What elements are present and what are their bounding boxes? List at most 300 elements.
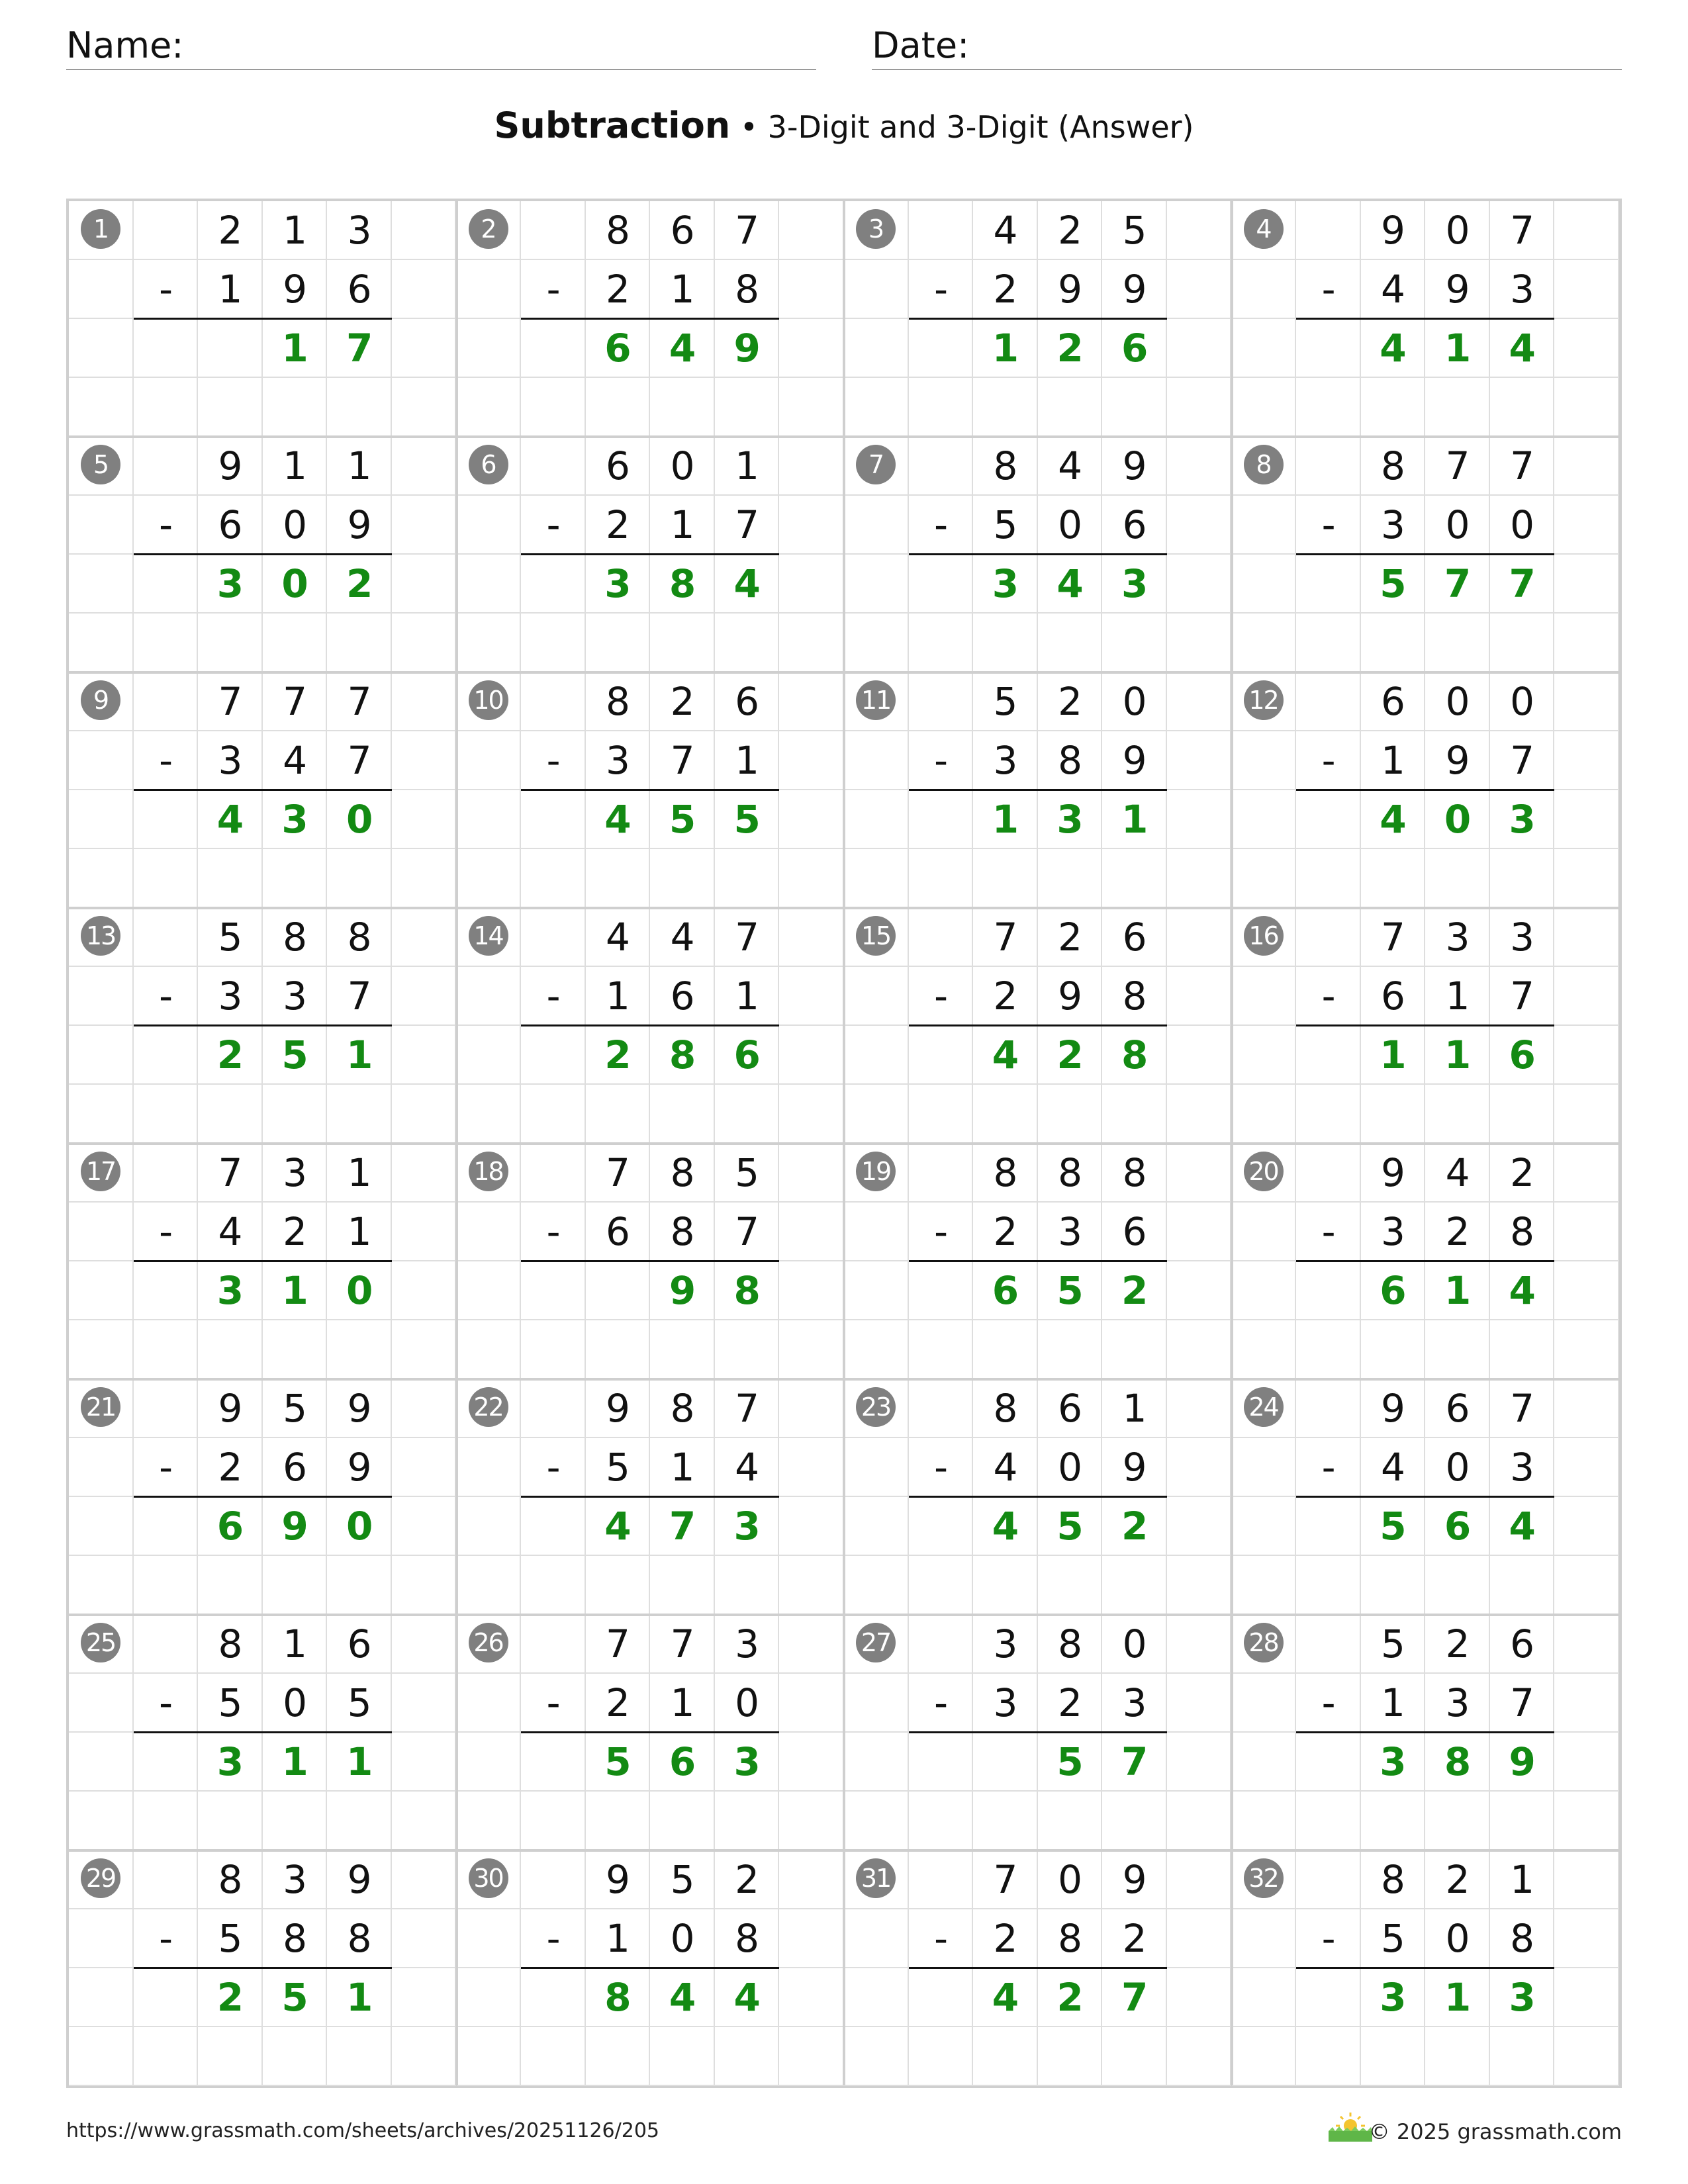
subtrahend-digit: 0: [1445, 502, 1470, 547]
minus-sign: -: [1321, 1916, 1336, 1961]
problem-number-badge: 4: [1244, 209, 1284, 249]
subtrahend-digit: 2: [993, 1209, 1018, 1254]
answer-digit: 6: [1380, 1268, 1407, 1313]
subtrahend-digit: 6: [218, 502, 243, 547]
answer-digit: 0: [346, 1268, 373, 1313]
problem-number-badge: 22: [469, 1387, 508, 1427]
minuend-digit: 8: [605, 208, 630, 253]
answer-digit: 2: [1121, 1268, 1149, 1313]
subtrahend-digit: 2: [993, 1916, 1018, 1961]
minuend-digit: 3: [347, 208, 372, 253]
subtrahend-digit: 0: [283, 502, 307, 547]
minuend-digit: 9: [605, 1857, 630, 1902]
minuend-digit: 6: [1380, 679, 1405, 724]
problem-7: [844, 437, 1232, 672]
problem-number-badge: 15: [856, 916, 896, 956]
minuend-digit: 2: [670, 679, 695, 724]
subtrahend-digit: 8: [1510, 1916, 1535, 1961]
subtrahend-digit: 3: [218, 974, 243, 1019]
subtrahend-digit: 2: [605, 1680, 630, 1725]
minus-sign: -: [1321, 1445, 1336, 1490]
answer-digit: 2: [216, 1975, 244, 2020]
problem-17: [69, 1144, 457, 1379]
minus-sign: -: [159, 267, 173, 312]
answer-digit: 4: [669, 1975, 696, 2020]
subtrahend-digit: 2: [605, 502, 630, 547]
problem-29: [69, 1850, 457, 2086]
minuend-digit: 6: [1122, 915, 1147, 960]
subtrahend-digit: 4: [283, 738, 307, 783]
minuend-digit: 6: [605, 443, 630, 488]
subtrahend-digit: 3: [1380, 502, 1405, 547]
subtrahend-digit: 6: [605, 1209, 630, 1254]
subtrahend-digit: 3: [1510, 1445, 1535, 1490]
minuend-digit: 7: [1510, 208, 1535, 253]
subtrahend-digit: 0: [283, 1680, 307, 1725]
minuend-digit: 9: [347, 1386, 372, 1431]
minuend-digit: 9: [1380, 1386, 1405, 1431]
minuend-digit: 7: [605, 1621, 630, 1666]
answer-digit: 7: [1509, 561, 1536, 606]
problem-number-badge: 13: [81, 916, 120, 956]
minus-sign: -: [546, 1680, 561, 1725]
answer-digit: 1: [1444, 1268, 1472, 1313]
answer-digit: 0: [281, 561, 308, 606]
subtrahend-digit: 7: [670, 738, 695, 783]
minuend-digit: 1: [1510, 1857, 1535, 1902]
answer-digit: 4: [669, 326, 696, 371]
problem-number-badge: 30: [469, 1858, 508, 1898]
problem-5: [69, 437, 457, 672]
answer-digit: 2: [604, 1032, 632, 1077]
problem-32: [1232, 1850, 1620, 2086]
problem-3: [844, 201, 1232, 437]
subtrahend-digit: 1: [670, 1445, 695, 1490]
problem-number-badge: 7: [856, 445, 896, 484]
minuend-digit: 5: [1122, 208, 1147, 253]
problem-number-badge: 21: [81, 1387, 120, 1427]
minuend-digit: 5: [670, 1857, 695, 1902]
minus-sign: -: [934, 1916, 949, 1961]
problem-15: [844, 908, 1232, 1144]
subtrahend-digit: 8: [1510, 1209, 1535, 1254]
minus-sign: -: [934, 1445, 949, 1490]
problem-25: [69, 1615, 457, 1850]
minuend-digit: 2: [1058, 915, 1082, 960]
subtrahend-digit: 3: [1380, 1209, 1405, 1254]
subtrahend-digit: 9: [347, 1445, 372, 1490]
answer-digit: 1: [1444, 1032, 1472, 1077]
minuend-digit: 3: [283, 1150, 307, 1195]
problem-30: [457, 1850, 845, 2086]
problem-20: [1232, 1144, 1620, 1379]
minuend-digit: 2: [218, 208, 243, 253]
subtrahend-digit: 5: [218, 1680, 243, 1725]
answer-digit: 3: [216, 1268, 244, 1313]
answer-digit: 4: [1380, 326, 1407, 371]
minuend-digit: 3: [1445, 915, 1470, 960]
answer-digit: 4: [604, 1504, 632, 1549]
answer-digit: 2: [216, 1032, 244, 1077]
minuend-digit: 4: [670, 915, 695, 960]
subtrahend-digit: 9: [1058, 974, 1082, 1019]
subtrahend-digit: 1: [735, 974, 760, 1019]
answer-digit: 6: [733, 1032, 761, 1077]
problem-27: [844, 1615, 1232, 1850]
answer-digit: 5: [604, 1739, 632, 1784]
answer-digit: 1: [346, 1975, 373, 2020]
answer-digit: 5: [733, 797, 761, 842]
subtrahend-digit: 6: [347, 267, 372, 312]
subtrahend-digit: 9: [1122, 267, 1147, 312]
minuend-digit: 1: [283, 208, 307, 253]
minuend-digit: 7: [735, 1386, 760, 1431]
problem-number-badge: 20: [1244, 1152, 1284, 1191]
minuend-digit: 6: [347, 1621, 372, 1666]
problem-19: [844, 1144, 1232, 1379]
subtrahend-digit: 1: [218, 267, 243, 312]
minus-sign: -: [546, 502, 561, 547]
subtrahend-digit: 3: [605, 738, 630, 783]
answer-digit: 8: [669, 1032, 696, 1077]
subtrahend-digit: 2: [283, 1209, 307, 1254]
subtrahend-digit: 1: [605, 1916, 630, 1961]
name-label: Name:: [66, 24, 184, 66]
minuend-digit: 7: [993, 915, 1018, 960]
problem-10: [457, 672, 845, 908]
subtrahend-digit: 2: [218, 1445, 243, 1490]
minus-sign: -: [159, 1445, 173, 1490]
answer-digit: 1: [346, 1739, 373, 1784]
minus-sign: -: [934, 1680, 949, 1725]
problem-9: [69, 672, 457, 908]
subtrahend-digit: 2: [1058, 1680, 1082, 1725]
problem-number-badge: 17: [81, 1152, 120, 1191]
subtrahend-digit: 3: [993, 738, 1018, 783]
answer-digit: 2: [1056, 1032, 1084, 1077]
subtrahend-digit: 0: [1058, 1445, 1082, 1490]
minuend-digit: 4: [605, 915, 630, 960]
minuend-digit: 6: [1058, 1386, 1082, 1431]
answer-digit: 0: [346, 797, 373, 842]
problem-24: [1232, 1379, 1620, 1615]
answer-digit: 6: [1121, 326, 1149, 371]
subtrahend-digit: 8: [670, 1209, 695, 1254]
subtrahend-digit: 5: [218, 1916, 243, 1961]
answer-digit: 2: [1056, 1975, 1084, 2020]
problem-11: [844, 672, 1232, 908]
answer-digit: 9: [281, 1504, 308, 1549]
subtrahend-digit: 3: [993, 1680, 1018, 1725]
minus-sign: -: [159, 502, 173, 547]
answer-digit: 9: [1509, 1739, 1536, 1784]
problem-28: [1232, 1615, 1620, 1850]
subtrahend-digit: 8: [1058, 1916, 1082, 1961]
minus-sign: -: [159, 1680, 173, 1725]
answer-digit: 8: [1121, 1032, 1149, 1077]
answer-digit: 5: [1056, 1268, 1084, 1313]
minus-sign: -: [934, 267, 949, 312]
answer-digit: 4: [1509, 1504, 1536, 1549]
minus-sign: -: [1321, 267, 1336, 312]
date-field[interactable]: [872, 25, 1622, 70]
minuend-digit: 8: [1380, 1857, 1405, 1902]
subtrahend-digit: 8: [735, 1916, 760, 1961]
minus-sign: -: [1321, 738, 1336, 783]
subtrahend-digit: 9: [1122, 1445, 1147, 1490]
minuend-digit: 1: [283, 443, 307, 488]
answer-digit: 6: [1509, 1032, 1536, 1077]
minus-sign: -: [546, 1445, 561, 1490]
answer-digit: 3: [1380, 1739, 1407, 1784]
answer-digit: 3: [1121, 561, 1149, 606]
answer-digit: 4: [992, 1032, 1019, 1077]
minuend-digit: 5: [993, 679, 1018, 724]
minuend-digit: 7: [1510, 443, 1535, 488]
answer-digit: 4: [216, 797, 244, 842]
problem-number-badge: 2: [469, 209, 508, 249]
subtrahend-digit: 3: [1510, 267, 1535, 312]
answer-digit: 4: [992, 1504, 1019, 1549]
answer-digit: 3: [604, 561, 632, 606]
minuend-digit: 0: [1122, 1621, 1147, 1666]
minuend-digit: 0: [670, 443, 695, 488]
subtrahend-digit: 7: [735, 1209, 760, 1254]
answer-digit: 4: [1509, 326, 1536, 371]
subtrahend-digit: 1: [670, 1680, 695, 1725]
answer-digit: 5: [1380, 1504, 1407, 1549]
minus-sign: -: [1321, 974, 1336, 1019]
minus-sign: -: [159, 1209, 173, 1254]
minuend-digit: 5: [1380, 1621, 1405, 1666]
answer-digit: 1: [281, 1268, 308, 1313]
problem-31: [844, 1850, 1232, 2086]
minuend-digit: 2: [1058, 208, 1082, 253]
minuend-digit: 1: [347, 1150, 372, 1195]
answer-digit: 4: [1509, 1268, 1536, 1313]
minus-sign: -: [159, 1916, 173, 1961]
problem-number-badge: 11: [856, 680, 896, 720]
minuend-digit: 8: [993, 443, 1018, 488]
subtrahend-digit: 0: [1510, 502, 1535, 547]
minuend-digit: 8: [218, 1621, 243, 1666]
problem-number-badge: 5: [81, 445, 120, 484]
answer-digit: 1: [1121, 797, 1149, 842]
problem-22: [457, 1379, 845, 1615]
answer-digit: 2: [1121, 1504, 1149, 1549]
date-label: Date:: [872, 24, 970, 66]
answer-digit: 0: [1444, 797, 1472, 842]
answer-digit: 9: [669, 1268, 696, 1313]
minus-sign: -: [546, 1209, 561, 1254]
answer-digit: 5: [281, 1032, 308, 1077]
problem-1: [69, 201, 457, 437]
subtrahend-digit: 4: [735, 1445, 760, 1490]
answer-digit: 5: [281, 1975, 308, 2020]
minus-sign: -: [546, 738, 561, 783]
subtrahend-digit: 4: [993, 1445, 1018, 1490]
subtrahend-digit: 2: [1122, 1916, 1147, 1961]
subtrahend-digit: 7: [1510, 738, 1535, 783]
minuend-digit: 6: [670, 208, 695, 253]
minuend-digit: 1: [283, 1621, 307, 1666]
answer-digit: 4: [604, 797, 632, 842]
minuend-digit: 0: [1510, 679, 1535, 724]
minuend-digit: 3: [735, 1621, 760, 1666]
minuend-digit: 8: [283, 915, 307, 960]
minuend-digit: 9: [1122, 1857, 1147, 1902]
subtrahend-digit: 1: [735, 738, 760, 783]
problem-26: [457, 1615, 845, 1850]
minuend-digit: 7: [1380, 915, 1405, 960]
subtrahend-digit: 9: [1122, 738, 1147, 783]
answer-digit: 3: [216, 561, 244, 606]
problem-number-badge: 3: [856, 209, 896, 249]
subtrahend-digit: 8: [283, 1916, 307, 1961]
answer-digit: 3: [733, 1739, 761, 1784]
answer-digit: 5: [669, 797, 696, 842]
answer-digit: 1: [281, 326, 308, 371]
problem-21: [69, 1379, 457, 1615]
answer-digit: 1: [346, 1032, 373, 1077]
answer-digit: 8: [733, 1268, 761, 1313]
answer-digit: 4: [733, 561, 761, 606]
subtrahend-digit: 8: [1122, 974, 1147, 1019]
minuend-digit: 8: [670, 1386, 695, 1431]
subtrahend-digit: 4: [1380, 1445, 1405, 1490]
answer-digit: 6: [992, 1268, 1019, 1313]
answer-digit: 8: [669, 561, 696, 606]
minuend-digit: 8: [1122, 1150, 1147, 1195]
subtrahend-digit: 2: [1445, 1209, 1470, 1254]
minuend-digit: 1: [735, 443, 760, 488]
problem-number-badge: 27: [856, 1623, 896, 1662]
minus-sign: -: [546, 267, 561, 312]
problem-number-badge: 9: [81, 680, 120, 720]
problem-16: [1232, 908, 1620, 1144]
minuend-digit: 2: [1058, 679, 1082, 724]
problem-number-badge: 26: [469, 1623, 508, 1662]
answer-digit: 7: [669, 1504, 696, 1549]
answer-digit: 6: [1444, 1504, 1472, 1549]
answer-digit: 9: [733, 326, 761, 371]
answer-digit: 7: [346, 326, 373, 371]
answer-digit: 1: [1444, 326, 1472, 371]
minuend-digit: 1: [347, 443, 372, 488]
minuend-digit: 7: [283, 679, 307, 724]
answer-digit: 1: [992, 797, 1019, 842]
subtrahend-digit: 2: [993, 267, 1018, 312]
minuend-digit: 8: [605, 679, 630, 724]
subtrahend-digit: 9: [1445, 267, 1470, 312]
minus-sign: -: [546, 974, 561, 1019]
minuend-digit: 9: [347, 1857, 372, 1902]
problem-number-badge: 32: [1244, 1858, 1284, 1898]
minuend-digit: 2: [735, 1857, 760, 1902]
answer-digit: 3: [1380, 1975, 1407, 2020]
minuend-digit: 8: [1058, 1150, 1082, 1195]
subtrahend-digit: 0: [1445, 1445, 1470, 1490]
problem-number-badge: 19: [856, 1152, 896, 1191]
problem-14: [457, 908, 845, 1144]
subtrahend-digit: 7: [1510, 974, 1535, 1019]
answer-digit: 7: [1121, 1975, 1149, 2020]
footer-copyright: © 2025 grassmath.com: [1368, 2119, 1622, 2144]
grass-sun-logo-icon: [1327, 2110, 1374, 2143]
minuend-digit: 7: [347, 679, 372, 724]
answer-digit: 3: [733, 1504, 761, 1549]
problem-number-badge: 10: [469, 680, 508, 720]
subtrahend-digit: 0: [735, 1680, 760, 1725]
minuend-digit: 5: [218, 915, 243, 960]
answer-digit: 1: [281, 1739, 308, 1784]
minuend-digit: 1: [1122, 1386, 1147, 1431]
subtrahend-digit: 6: [670, 974, 695, 1019]
subtrahend-digit: 1: [1445, 974, 1470, 1019]
minuend-digit: 8: [347, 915, 372, 960]
subtrahend-digit: 4: [218, 1209, 243, 1254]
subtrahend-digit: 1: [670, 267, 695, 312]
answer-digit: 2: [346, 561, 373, 606]
problem-number-badge: 14: [469, 916, 508, 956]
answer-digit: 6: [604, 326, 632, 371]
minuend-digit: 0: [1122, 679, 1147, 724]
minuend-digit: 9: [218, 443, 243, 488]
answer-digit: 4: [1380, 797, 1407, 842]
problem-23: [844, 1379, 1232, 1615]
minuend-digit: 8: [670, 1150, 695, 1195]
minuend-digit: 7: [218, 1150, 243, 1195]
problem-2: [457, 201, 845, 437]
minuend-digit: 7: [1445, 443, 1470, 488]
minuend-digit: 2: [1510, 1150, 1535, 1195]
problem-number-badge: 8: [1244, 445, 1284, 484]
answer-digit: 0: [346, 1504, 373, 1549]
answer-digit: 1: [1444, 1975, 1472, 2020]
minuend-digit: 7: [735, 915, 760, 960]
subtrahend-digit: 8: [735, 267, 760, 312]
subtrahend-digit: 1: [670, 502, 695, 547]
minuend-digit: 9: [218, 1386, 243, 1431]
minuend-digit: 2: [1445, 1621, 1470, 1666]
worksheet-title: [0, 105, 1688, 146]
answer-digit: 5: [1056, 1504, 1084, 1549]
minuend-digit: 4: [1058, 443, 1082, 488]
minuend-digit: 4: [993, 208, 1018, 253]
minuend-digit: 8: [993, 1150, 1018, 1195]
name-field[interactable]: [66, 25, 816, 70]
problem-6: [457, 437, 845, 672]
minuend-digit: 9: [1122, 443, 1147, 488]
minus-sign: -: [934, 1209, 949, 1254]
answer-digit: 3: [281, 797, 308, 842]
minuend-digit: 8: [1380, 443, 1405, 488]
minuend-digit: 5: [735, 1150, 760, 1195]
answer-digit: 4: [992, 1975, 1019, 2020]
minuend-digit: 7: [735, 208, 760, 253]
subtrahend-digit: 0: [670, 1916, 695, 1961]
problem-number-badge: 12: [1244, 680, 1284, 720]
subtrahend-digit: 1: [605, 974, 630, 1019]
subtrahend-digit: 4: [1380, 267, 1405, 312]
answer-digit: 3: [216, 1739, 244, 1784]
subtrahend-digit: 1: [1380, 738, 1405, 783]
problem-number-badge: 18: [469, 1152, 508, 1191]
answer-digit: 1: [992, 326, 1019, 371]
minuend-digit: 3: [283, 1857, 307, 1902]
minuend-digit: 8: [218, 1857, 243, 1902]
subtrahend-digit: 8: [347, 1916, 372, 1961]
